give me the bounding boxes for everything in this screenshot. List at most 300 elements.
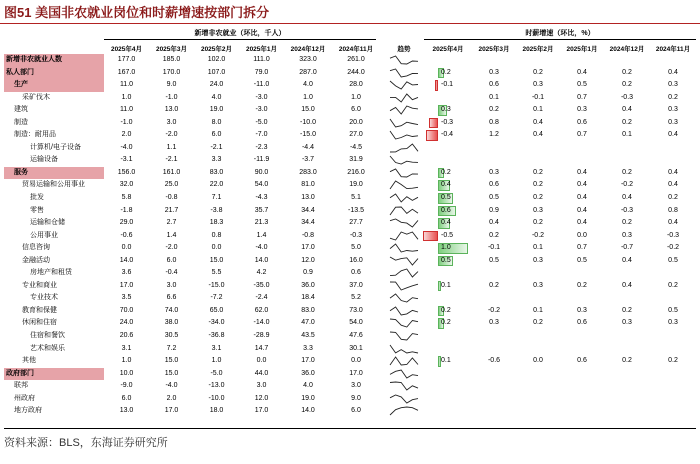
jobs-value: 107.0: [207, 68, 226, 76]
jobs-value: 5.2: [351, 294, 361, 302]
page-title: 图51 美国非农就业岗位和时薪增速按部门拆分: [4, 4, 270, 20]
jobs-value: 32.0: [119, 181, 134, 189]
jobs-value: -3.0: [255, 93, 268, 101]
wage-value: [516, 292, 560, 305]
wage-value: [441, 330, 461, 343]
jobs-value: 185.0: [162, 56, 181, 63]
col-header-left: 2025年4月: [110, 46, 143, 53]
jobs-value: 3.0: [351, 382, 361, 390]
jobs-value: -1.0: [165, 93, 178, 101]
jobs-value: -1.0: [120, 118, 133, 126]
wage-value: 0.5: [577, 81, 587, 89]
jobs-value: -11.9: [253, 156, 270, 164]
wage-value: 0.8: [489, 118, 499, 126]
jobs-value: 17.0: [349, 369, 363, 377]
col-header-trend: 趋势: [397, 46, 411, 53]
header-group-left-label: 新增非农就业（环比，千人）: [194, 30, 286, 37]
row-label: 政府部门: [4, 368, 104, 381]
wage-value: 0.2: [622, 68, 632, 76]
wage-value: 0.0: [533, 357, 543, 365]
sparkline-path: [390, 345, 418, 353]
col-header-left: 2024年11月: [338, 46, 374, 53]
jobs-value: 17.0: [301, 244, 315, 252]
jobs-value: 47.6: [349, 332, 363, 340]
wage-value: 0.1: [533, 244, 543, 252]
wage-data-bar: [426, 130, 438, 141]
wage-value: [560, 368, 604, 381]
sparkline-path: [390, 244, 418, 252]
jobs-value: 15.0: [164, 357, 179, 365]
jobs-value: 74.0: [164, 306, 179, 314]
row-label: 房地产和租赁: [30, 269, 72, 277]
jobs-value: -4.0: [165, 382, 178, 390]
wage-value: 0.4: [622, 194, 632, 202]
table-row: [4, 405, 696, 418]
table-row: [4, 142, 696, 155]
jobs-value: 24.0: [119, 319, 134, 327]
wage-value: 0.3: [622, 319, 632, 327]
wage-value: [472, 393, 516, 406]
wage-value: [604, 292, 650, 305]
wage-value: [560, 393, 604, 406]
jobs-value: 19.0: [349, 181, 363, 189]
jobs-value: 47.0: [301, 319, 315, 327]
row-label: 服务: [4, 167, 104, 180]
wage-value: 0.9: [489, 206, 499, 214]
jobs-value: -0.8: [301, 231, 315, 239]
jobs-value: 6.0: [211, 131, 222, 139]
jobs-value: -9.0: [120, 382, 133, 390]
trend-sparkline: [389, 130, 419, 140]
wage-value: 0.3: [533, 206, 543, 214]
wage-value: 0.6: [489, 181, 499, 189]
jobs-value: 2.7: [166, 219, 177, 227]
wage-value: [604, 330, 650, 343]
jobs-value: 0.0: [351, 357, 361, 365]
wage-value: 0.4: [668, 168, 678, 176]
wage-value: -0.5: [441, 231, 454, 239]
jobs-value: 25.0: [164, 181, 179, 189]
wage-value: 0.4: [622, 106, 632, 114]
wage-value: 0.4: [577, 168, 587, 176]
table-row: [4, 167, 696, 180]
trend-sparkline: [389, 143, 419, 153]
wage-value: 0.6: [577, 118, 587, 126]
trend-sparkline: [389, 118, 419, 128]
sparkline-path: [390, 407, 418, 415]
jobs-value: 83.0: [301, 306, 315, 314]
trend-sparkline: [389, 268, 419, 278]
jobs-value: 62.0: [254, 306, 269, 314]
jobs-value: 12.0: [254, 394, 269, 402]
wage-value: 0.4: [577, 68, 587, 76]
wage-value: [560, 267, 604, 280]
wage-value: 0.4: [441, 181, 451, 189]
jobs-value: 11.0: [119, 81, 134, 89]
jobs-value: -4.5: [349, 143, 363, 151]
jobs-value: 70.0: [119, 306, 134, 314]
wage-value: 0.7: [577, 93, 587, 101]
sparkline-path: [390, 269, 418, 277]
wage-value: [604, 405, 650, 418]
wage-value: 0.2: [441, 306, 451, 314]
col-header-right: 2024年12月: [609, 46, 645, 53]
wage-value: [650, 405, 696, 418]
jobs-value: -34.0: [208, 319, 225, 327]
wage-value: [560, 154, 604, 167]
jobs-value: 10.0: [119, 369, 134, 377]
jobs-value: 15.0: [164, 369, 179, 377]
col-header-left: 2025年3月: [155, 46, 188, 53]
jobs-value: 6.0: [166, 256, 177, 264]
row-label: 运输设备: [30, 156, 58, 164]
table-row: [4, 242, 696, 255]
wage-value: 0.2: [668, 357, 678, 365]
row-label: 教育和保健: [22, 306, 57, 314]
jobs-value: 65.0: [209, 306, 224, 314]
wage-value: 0.1: [533, 106, 543, 114]
trend-sparkline: [389, 105, 419, 115]
jobs-value: -5.0: [255, 118, 268, 126]
jobs-value: -14.0: [253, 319, 270, 327]
wage-value: -0.4: [441, 131, 454, 139]
wage-value: -0.3: [441, 118, 454, 126]
wage-value: [560, 54, 604, 67]
wage-value: [650, 267, 696, 280]
row-label: 休闲和住宿: [22, 319, 57, 327]
wage-value: 0.2: [533, 68, 543, 76]
jobs-value: 37.0: [349, 281, 363, 289]
jobs-value: -0.6: [120, 231, 133, 239]
row-label: 公用事业: [30, 231, 58, 239]
jobs-value: 3.5: [121, 294, 132, 302]
row-label: 贸易运输和公用事业: [22, 181, 85, 189]
wage-value: 0.0: [577, 231, 587, 239]
wage-value: 0.6: [489, 81, 499, 89]
jobs-value: -2.3: [255, 143, 268, 151]
wage-value: [650, 380, 696, 393]
col-header-right: 2024年11月: [655, 46, 691, 53]
jobs-value: 156.0: [117, 168, 136, 176]
jobs-value: -7.0: [255, 131, 268, 139]
wage-value: 0.2: [668, 281, 678, 289]
header-group-left: [104, 28, 376, 40]
wage-value: 0.3: [622, 231, 632, 239]
wage-value: 0.3: [668, 81, 678, 89]
jobs-value: 14.0: [301, 407, 315, 415]
jobs-value: 261.0: [347, 56, 365, 63]
jobs-value: 1.4: [166, 231, 177, 239]
wage-value: 0.4: [577, 181, 587, 189]
wage-value: 1.0: [441, 244, 451, 252]
jobs-value: 161.0: [162, 168, 181, 176]
jobs-value: 28.0: [349, 81, 363, 89]
wage-value: 0.2: [622, 357, 632, 365]
wage-value: 0.2: [668, 194, 678, 202]
col-header-right: 2025年3月: [478, 46, 510, 53]
sparkline-path: [390, 194, 418, 202]
jobs-value: 18.0: [209, 407, 224, 415]
wage-value: -0.3: [666, 231, 680, 239]
table-row: [4, 280, 696, 293]
row-label: 地方政府: [14, 407, 42, 415]
jobs-value: 7.2: [166, 344, 177, 352]
row-label: 联邦: [14, 382, 28, 390]
wage-value: [560, 142, 604, 155]
trend-sparkline: [389, 180, 419, 190]
wage-value: [516, 142, 560, 155]
wage-value: 0.4: [533, 131, 543, 139]
jobs-value: 4.0: [303, 81, 313, 89]
wage-value: [472, 380, 516, 393]
jobs-value: 43.5: [301, 332, 315, 340]
jobs-value: 177.0: [117, 56, 136, 63]
wage-value: 0.2: [622, 306, 632, 314]
jobs-value: 21.3: [254, 219, 269, 227]
wage-value: [650, 343, 696, 356]
jobs-value: 8.0: [211, 118, 222, 126]
jobs-value: 20.6: [119, 332, 134, 340]
row-label: 生产: [4, 79, 104, 92]
jobs-value: -13.5: [348, 206, 364, 214]
jobs-value: 14.7: [254, 344, 269, 352]
jobs-value: 17.0: [164, 407, 179, 415]
sparkline-path: [390, 144, 418, 152]
table-row: [4, 393, 696, 406]
jobs-value: 0.9: [303, 269, 313, 277]
col-header-right: 2025年4月: [432, 46, 464, 53]
row-label: 州政府: [14, 394, 35, 402]
jobs-value: -0.8: [165, 194, 178, 202]
wage-value: [516, 54, 560, 67]
jobs-value: 7.1: [211, 194, 222, 202]
table-row: [4, 317, 696, 330]
table-row: [4, 92, 696, 105]
wage-value: 0.2: [533, 319, 543, 327]
jobs-value: 2.0: [121, 131, 132, 139]
wage-value: 0.5: [441, 256, 451, 264]
table-row: [4, 255, 696, 268]
wage-value: [650, 142, 696, 155]
jobs-value: -15.0: [300, 131, 316, 139]
footer-divider: [4, 428, 696, 429]
wage-value: -0.2: [531, 231, 545, 239]
wage-value: [604, 343, 650, 356]
jobs-value: 6.0: [121, 394, 132, 402]
jobs-value: 1.4: [256, 231, 267, 239]
jobs-value: 170.0: [162, 68, 181, 76]
trend-sparkline: [389, 318, 419, 328]
table-row: [4, 292, 696, 305]
jobs-value: -0.3: [349, 231, 363, 239]
wage-value: [516, 330, 560, 343]
wage-value: -0.3: [620, 206, 634, 214]
trend-sparkline: [389, 356, 419, 366]
jobs-value: 19.0: [301, 394, 315, 402]
jobs-value: 244.0: [347, 68, 365, 76]
title-bar: [0, 0, 700, 22]
sparkline-path: [390, 56, 418, 64]
table-row: [4, 343, 696, 356]
row-label: 艺术和娱乐: [30, 344, 65, 352]
wage-value: [560, 405, 604, 418]
jobs-value: 90.0: [254, 168, 269, 176]
wage-value: [472, 405, 516, 418]
jobs-value: 17.0: [254, 407, 269, 415]
wage-value: [472, 330, 516, 343]
wage-value: [516, 380, 560, 393]
wage-value: [560, 380, 604, 393]
trend-sparkline: [389, 344, 419, 354]
sparkline-path: [390, 94, 418, 102]
trend-sparkline: [389, 331, 419, 341]
wage-value: 0.3: [577, 306, 587, 314]
sparkline-path: [390, 357, 418, 365]
wage-value: 0.3: [533, 256, 543, 264]
wage-value: 0.2: [622, 168, 632, 176]
jobs-value: -2.0: [165, 131, 178, 139]
jobs-value: 0.6: [351, 269, 361, 277]
sparkline-path: [390, 81, 418, 89]
jobs-value: 283.0: [299, 168, 317, 176]
jobs-value: 79.0: [254, 68, 269, 76]
table-row: [4, 192, 696, 205]
jobs-value: 6.6: [166, 294, 177, 302]
wage-value: [441, 267, 461, 280]
jobs-value: 4.0: [211, 93, 222, 101]
wage-value: 0.4: [622, 281, 632, 289]
jobs-value: 0.8: [211, 231, 222, 239]
trend-sparkline: [389, 293, 419, 303]
jobs-value: 167.0: [117, 68, 136, 76]
jobs-value: -11.0: [253, 81, 270, 89]
jobs-value: -3.8: [210, 206, 223, 214]
jobs-value: 0.0: [256, 357, 267, 365]
row-label: 零售: [30, 206, 44, 214]
col-header-right: 2025年1月: [566, 46, 598, 53]
jobs-value: 18.3: [209, 219, 224, 227]
wage-value: [441, 393, 461, 406]
header-group-right: [424, 28, 696, 40]
wage-value: 0.2: [533, 181, 543, 189]
wage-value: -0.1: [441, 81, 454, 89]
sparkline-path: [390, 106, 418, 114]
wage-value: 0.1: [489, 93, 499, 101]
jobs-value: 27.0: [349, 131, 363, 139]
sparkline-path: [390, 282, 418, 290]
wage-value: -0.2: [487, 306, 501, 314]
wage-value: 0.1: [441, 281, 451, 289]
jobs-value: 1.0: [303, 93, 313, 101]
wage-value: 0.4: [622, 256, 632, 264]
wage-value: 0.2: [489, 231, 499, 239]
trend-sparkline: [389, 281, 419, 291]
table-row: [4, 380, 696, 393]
wage-value: 0.2: [441, 168, 451, 176]
sparkline-path: [390, 319, 418, 327]
jobs-value: 17.0: [301, 357, 315, 365]
jobs-value: 30.1: [349, 344, 363, 352]
row-label: 建筑: [14, 106, 28, 114]
wage-value: [604, 393, 650, 406]
jobs-value: -3.1: [120, 156, 133, 164]
header-columns: [4, 41, 696, 54]
jobs-value: 34.4: [301, 219, 315, 227]
jobs-value: 3.0: [166, 281, 177, 289]
wage-value: 0.2: [668, 93, 678, 101]
jobs-value: 9.0: [166, 81, 177, 89]
table-row: [4, 67, 696, 80]
jobs-value: 102.0: [207, 56, 226, 63]
wage-value: [516, 405, 560, 418]
jobs-value: 1.0: [121, 93, 132, 101]
sparkline-path: [390, 219, 418, 227]
sparkline-path: [390, 156, 418, 164]
source-note: 资料来源：BLS，东海证券研究所: [4, 437, 168, 449]
jobs-value: 3.3: [303, 344, 313, 352]
wage-value: 0.2: [622, 219, 632, 227]
jobs-value: 30.5: [164, 332, 179, 340]
wage-value: [604, 368, 650, 381]
wage-value: [472, 267, 516, 280]
jobs-value: 3.1: [121, 344, 132, 352]
jobs-value: 6.0: [351, 407, 361, 415]
jobs-value: 17.0: [119, 281, 134, 289]
wage-value: 0.2: [489, 106, 499, 114]
wage-value: 0.6: [577, 319, 587, 327]
jobs-value: 81.0: [301, 181, 315, 189]
jobs-value: 15.0: [209, 256, 224, 264]
wage-value: 0.2: [441, 319, 451, 327]
wage-value: 0.4: [668, 131, 678, 139]
col-header-left: 2025年1月: [245, 46, 278, 53]
table-row: [4, 230, 696, 243]
jobs-value: 2.0: [166, 394, 177, 402]
title-divider: [0, 23, 700, 24]
wage-data-bar: [423, 231, 438, 242]
jobs-value: 54.0: [254, 181, 269, 189]
jobs-value: -7.2: [210, 294, 223, 302]
jobs-value: -0.4: [165, 269, 178, 277]
trend-sparkline: [389, 155, 419, 165]
jobs-value: 73.0: [349, 306, 363, 314]
jobs-value: 14.0: [119, 256, 134, 264]
trend-sparkline: [389, 218, 419, 228]
jobs-value: 9.0: [351, 394, 361, 402]
wage-value: [441, 54, 461, 67]
sparkline-path: [390, 370, 418, 378]
table-row: [4, 368, 696, 381]
table-body: [4, 54, 696, 418]
jobs-value: 13.0: [119, 407, 134, 415]
jobs-value: 27.7: [349, 219, 363, 227]
jobs-value: 31.9: [349, 156, 363, 164]
sparkline-path: [390, 169, 418, 177]
table-row: [4, 154, 696, 167]
wage-value: 0.2: [577, 281, 587, 289]
wage-value: -0.3: [620, 93, 634, 101]
wage-value: -0.1: [487, 244, 501, 252]
wage-value: 0.1: [622, 131, 632, 139]
wage-value: [441, 343, 461, 356]
wage-value: [472, 368, 516, 381]
jobs-value: -10.0: [300, 118, 316, 126]
wage-value: 0.4: [577, 219, 587, 227]
trend-sparkline: [389, 394, 419, 404]
wage-value: [650, 54, 696, 67]
wage-value: [560, 292, 604, 305]
jobs-value: -2.1: [165, 156, 178, 164]
